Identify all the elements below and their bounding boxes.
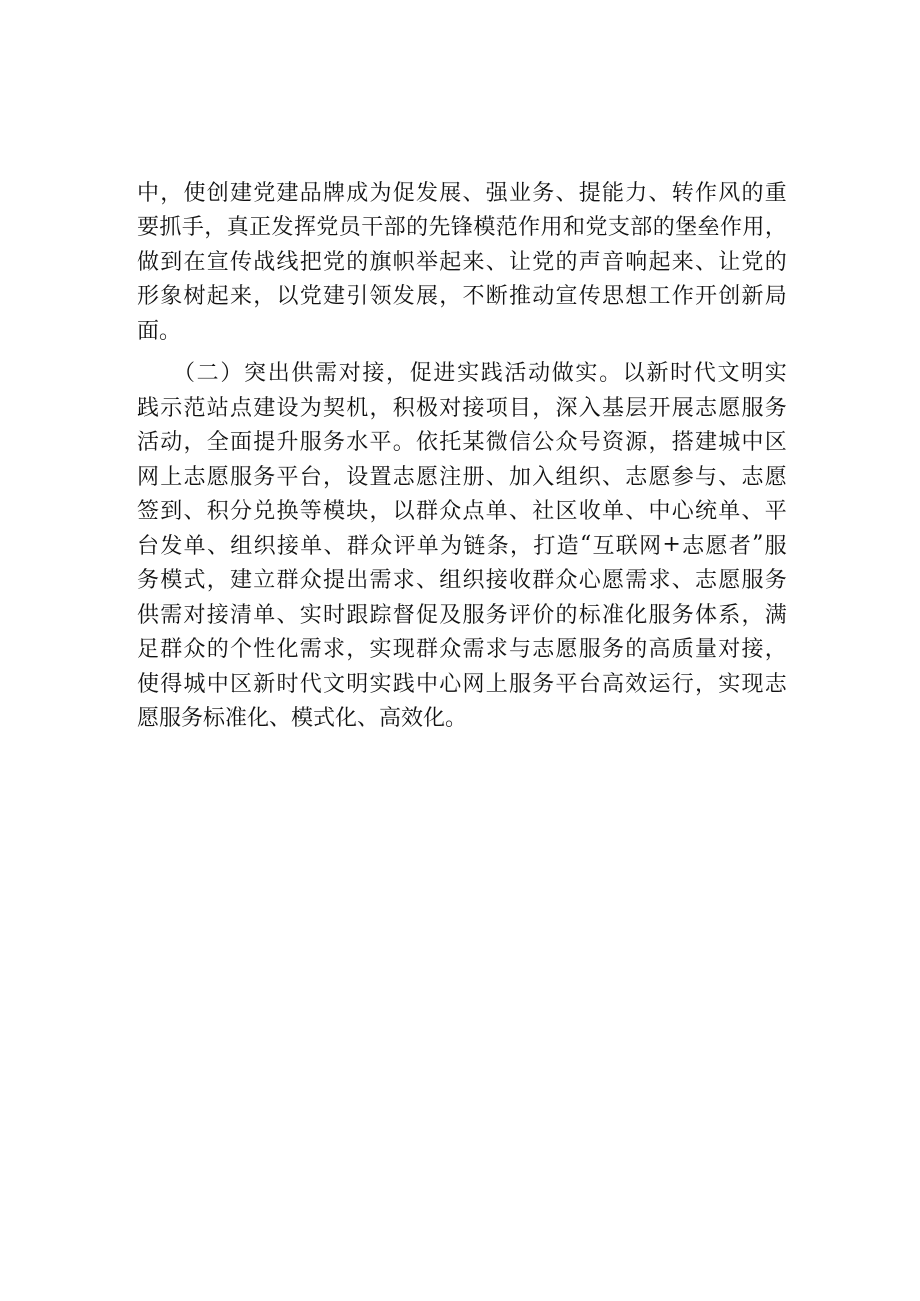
text-line: 供 需 对 接 清 单 、 实 时 跟 踪 督 促 及 服 务 评 价 的 标 准 化 服 务 体 系 ， 满 (137, 602, 787, 628)
text-line: 台 发 单 、 组 织 接 单 、 群 众 评 单 为 链 条 ， 打 造 “ 互 联 网 + 志 愿 者 ” 服 (137, 531, 787, 559)
text-line: 做 到 在 宣 传 战 线 把 党 的 旗 帜 举 起 来 、 让 党 的 声 音 响 起 来 、 让 党 的 (137, 249, 787, 275)
text-line: 愿服务标准化、模式化、高效化。 (137, 706, 468, 732)
text-line: 形 象 树 起 来 ， 以 党 建 引 领 发 展 ， 不 断 推 动 宣 传 思 想 工 作 开 创 新 局 (137, 284, 787, 310)
text-line: （ 二 ） 突 出 供 需 对 接 ， 促 进 实 践 活 动 做 实 。 以 新 时 代 文 明 实 (173, 361, 787, 387)
paragraph-gap (137, 347, 787, 355)
paragraph-1 (137, 174, 787, 347)
text-line: 足 群 众 的 个 性 化 需 求 ， 实 现 群 众 需 求 与 志 愿 服 务 的 高 质 量 对 接 ， (137, 637, 787, 663)
paragraph-2 (137, 355, 787, 735)
text-line: 践 示 范 站 点 建 设 为 契 机 ， 积 极 对 接 项 目 ， 深 入 基 层 开 展 志 愿 服 务 (137, 395, 787, 421)
text-line: 面。 (137, 318, 182, 344)
text-line: 网 上 志 愿 服 务 平 台 ， 设 置 志 愿 注 册 、 加 入 组 织 、 志 愿 参 与 、 志 愿 (137, 464, 787, 490)
text-line: 使 得 城 中 区 新 时 代 文 明 实 践 中 心 网 上 服 务 平 台 高 效 运 行 ， 实 现 志 (137, 671, 787, 697)
text-line: 要 抓 手 ， 真 正 发 挥 党 员 干 部 的 先 锋 模 范 作 用 和 党 支 部 的 堡 垒 作 用 ， (137, 215, 787, 241)
document-page (137, 174, 787, 734)
text-line: 签 到 、 积 分 兑 换 等 模 块 ， 以 群 众 点 单 、 社 区 收 单 、 中 心 统 单 、 平 (137, 499, 787, 525)
text-line: 务 模 式 ， 建 立 群 众 提 出 需 求 、 组 织 接 收 群 众 心 愿 需 求 、 志 愿 服 务 (137, 568, 787, 594)
text-line: 活 动 ， 全 面 提 升 服 务 水 平 。 依 托 某 微 信 公 众 号 资 源 ， 搭 建 城 中 区 (137, 430, 787, 456)
text-line: 中 ， 使 创 建 党 建 品 牌 成 为 促 发 展 、 强 业 务 、 提 能 力 、 转 作 风 的 重 (137, 180, 787, 206)
